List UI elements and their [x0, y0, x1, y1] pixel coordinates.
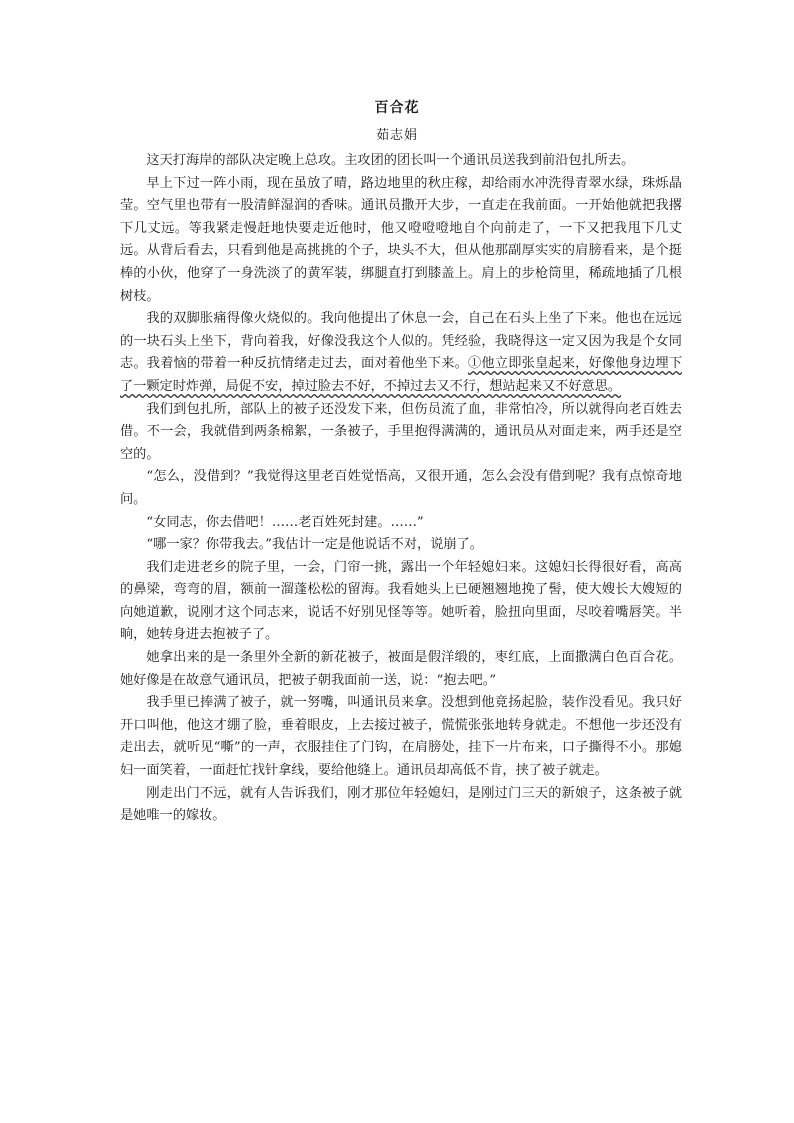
document-author: 茹志娟 [375, 128, 418, 143]
paragraph-4 [120, 399, 682, 467]
paragraph-10 [120, 692, 682, 782]
paragraph-text: 我们走进老乡的院子里，一会，门帘一挑，露出一个年轻媳妇来。这媳妇长得很好看，高高的鼻梁，弯弯的眉，额前一溜蓬松松的留海。我看她头上已硬翘翘地挽了髻，使大嫂长大嫂短的向她道歉，说刚才这个同志来，说话不好别见怪等等。她听着，脸扭向里面，尽咬着嘴唇笑。半晌，她转身进去抱被子了。 [120, 559, 682, 643]
paragraph-text: 刚走出门不远，就有人告诉我们，刚才那位年轻媳妇，是刚过门三天的新娘子，这条被子就是她唯一的嫁妆。 [120, 785, 682, 824]
paragraph-text: 她拿出来的是一条里外全新的新花被子，被面是假洋缎的，枣红底，上面撒满白色百合花。她好像是在故意气通讯员，把被子朝我面前一送，说：“抱去吧。” [120, 650, 682, 688]
paragraph-1 [120, 150, 682, 173]
paragraph-7 [120, 534, 682, 557]
document-body [120, 150, 682, 828]
paragraph-5 [120, 466, 682, 511]
paragraph-text: 我们到包扎所，部队上的被子还没发下来，但伤员流了血，非常怕冷，所以就得向老百姓去借。不一会，我就借到两条棉絮，一条被子，手里抱得满满的，通讯员从对面走来，两手还是空空的。 [120, 401, 682, 462]
paragraph-8 [120, 557, 682, 647]
paragraph-11 [120, 783, 682, 828]
document-title: 百合花 [374, 100, 420, 116]
paragraph-2 [120, 173, 682, 309]
paragraph-text: “怎么，没借到？”我觉得这里老百姓觉悟高，又很开通，怎么会没有借到呢？我有点惊奇地问。 [120, 469, 682, 507]
paragraph-text: “哪一家？你带我去。”我估计一定是他说话不对，说崩了。 [146, 537, 483, 553]
paragraph-text: 我的双脚胀痛得像火烧似的。我向他提出了休息一会，自己在石头上坐了下来。他也在远远的一块石头上坐下，背向着我，好像没我这个人似的。凭经验，我晓得这一定又因为我是个女同志。我着恼的带着一种反抗情绪走过去，面对着他坐下来。 [120, 311, 682, 372]
underlined-passage-1: ①他立即张皇起来，好像他身边埋下了一颗定时炸弹，局促不安，掉过脸去不好，不掉过去又不行，想站起来又不好意思。 [120, 356, 683, 394]
paragraph-text: 早上下过一阵小雨，现在虽放了晴，路边地里的秋庄稼，却给雨水冲洗得青翠水绿，珠烁晶莹。空气里也带有一股清鲜湿润的香味。通讯员撒开大步，一直走在我前面。一开始他就把我撂下几丈远。等我紧走慢赶地快要走近他时，他又噔噔噔地自个向前走了，一下又把我甩下几丈远。从背后看去，只看到他是高挑挑的个子，块头不大，但从他那副厚实实的肩膀看来，是个挺棒的小伙，他穿了一身洗淡了的黄军装，绑腿直打到膝盖上。肩上的步枪筒里，稀疏地插了几根树枝。 [120, 175, 682, 304]
paragraph-9 [120, 647, 682, 692]
paragraph-6 [120, 512, 682, 535]
paragraph-text: “女同志，你去借吧！……老百姓死封建。……” [146, 514, 424, 530]
paragraph-3 [120, 308, 682, 398]
paragraph-text: 我手里已捧满了被子，就一努嘴，叫通讯员来拿。没想到他竟扬起脸，装作没看见。我只好开口叫他，他这才绷了脸，垂着眼皮，上去接过被子，慌慌张张地转身就走。不想他一步还没有走出去，就听见“嘶”的一声，衣服挂住了门钩，在肩膀处，挂下一片布来，口子撕得不小。那媳妇一面笑着，一面赶忙找针拿线，要给他缝上。通讯员却高低不肯，挟了被子就走。 [120, 695, 682, 779]
paragraph-text: 这天打海岸的部队决定晚上总攻。主攻团的团长叫一个通讯员送我到前沿包扎所去。 [146, 153, 635, 168]
